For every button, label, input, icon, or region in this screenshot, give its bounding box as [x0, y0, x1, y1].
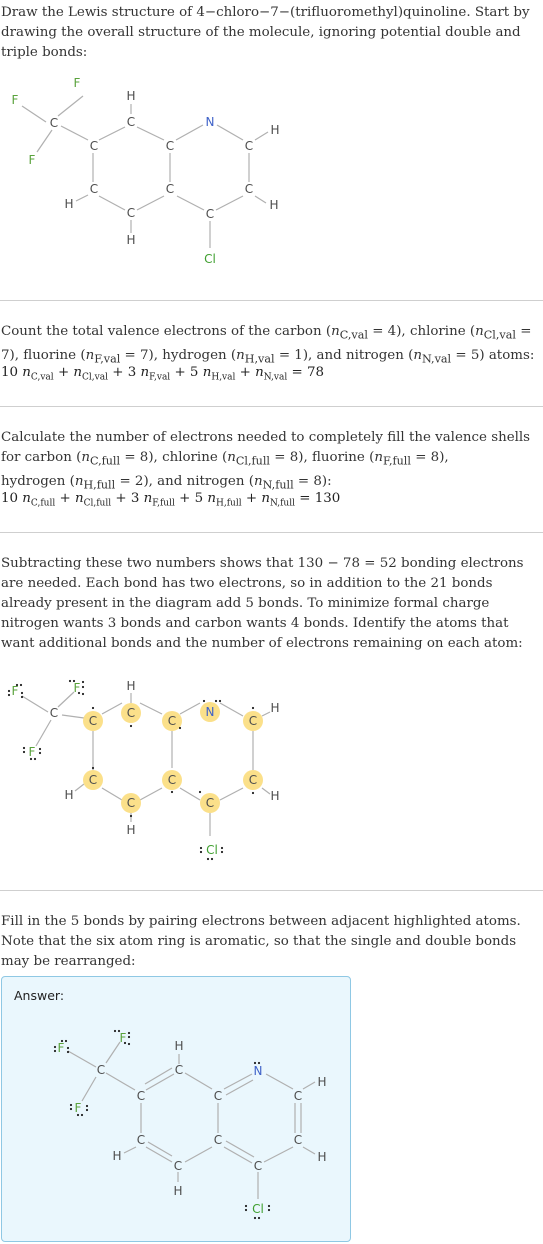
atom-c: C: [174, 1063, 184, 1077]
atom-c: C: [136, 1133, 146, 1147]
atom-c: C: [96, 1063, 106, 1077]
atom-f: F: [11, 93, 19, 107]
atom-c: C: [165, 139, 175, 153]
atom-h: H: [270, 789, 280, 803]
divider: [0, 406, 543, 407]
atom-c: C: [167, 714, 177, 728]
atom-f: F: [28, 153, 36, 167]
atom-c: C: [173, 1159, 183, 1173]
atom-n: N: [253, 1064, 263, 1078]
atom-c: C: [136, 1089, 146, 1103]
valence-equation: 10 $n_{C,val} + n_{Cl,val} + 3$ $n_{F,val} + 5$ $n_{H,val} + n_{N,val} = 78$: [1, 365, 325, 383]
atom-h: H: [317, 1150, 327, 1164]
atom-h: H: [126, 823, 136, 837]
atom-c: C: [126, 115, 136, 129]
diagram1-bonds: [22, 96, 268, 248]
atom-c: C: [49, 706, 59, 720]
atom-c: C: [293, 1089, 303, 1103]
atom-h: H: [270, 701, 280, 715]
atom-c: C: [89, 139, 99, 153]
atom-h: H: [317, 1075, 327, 1089]
answer-electron-dots: [54, 1030, 270, 1219]
atom-c: C: [293, 1133, 303, 1147]
atom-c: C: [248, 773, 258, 787]
atom-f: F: [74, 1101, 82, 1115]
divider: [0, 890, 543, 891]
answer-label: Answer:: [14, 988, 65, 1003]
atom-c: C: [126, 206, 136, 220]
atom-c: C: [126, 706, 136, 720]
atom-c: C: [89, 182, 99, 196]
diagram2-bonds: [22, 692, 270, 836]
atom-n: N: [205, 115, 215, 129]
atom-n: N: [205, 705, 215, 719]
atom-h: H: [126, 89, 136, 103]
atom-c: C: [248, 714, 258, 728]
atom-c: C: [205, 796, 215, 810]
atom-h: H: [64, 788, 74, 802]
atom-c: C: [205, 207, 215, 221]
atom-h: H: [173, 1184, 183, 1198]
atom-c: C: [213, 1089, 223, 1103]
full-valence-equation: 10 $n_{C,full} + n_{Cl,full} + 3$ $n_{F,full} + 5$ $n_{H,full} + n_{N,full} = 130$: [1, 491, 341, 509]
atom-h: H: [112, 1149, 122, 1163]
atom-cl: Cl: [206, 843, 218, 857]
atom-cl: Cl: [204, 252, 216, 266]
atom-h: H: [269, 198, 279, 212]
structure-diagram-answer: [2, 977, 350, 1241]
atom-c: C: [88, 773, 98, 787]
atom-f: F: [73, 681, 81, 695]
atom-c: C: [165, 182, 175, 196]
divider: [0, 300, 543, 301]
atom-f: F: [11, 684, 19, 698]
atom-h: H: [64, 197, 74, 211]
subtract-text: Subtracting these two numbers shows that 130 − 78 = 52 bonding electrons are needed. Each bond has two electrons, so in addition to the 21 bonds already present in the diagram add 5 bonds. To minimize formal charge nitrogen wants 3 bonds and carbon wants 4 bonds. Identify the atoms that want additional bonds and the number of electrons remaining on each atom:: [1, 556, 524, 651]
divider: [0, 532, 543, 533]
structure-diagram-highlighted: [0, 660, 543, 880]
atom-c: C: [244, 182, 254, 196]
structure-diagram-skeleton: [0, 0, 543, 280]
atom-f: F: [119, 1031, 127, 1045]
atom-c: C: [167, 773, 177, 787]
atom-c: C: [49, 116, 59, 130]
atom-h: H: [270, 123, 280, 137]
count-valence-text: Count the total valence electrons of the carbon $(n_{C,val} = 4)$, chlorine $(n_{Cl,val} = 7)$, fluorine $(n_{F,val} = 7)$, hydrogen $(n_{H,val} = 1)$, and nitrogen $(n_{N,val} = 5)$ atoms:: [1, 324, 535, 366]
atom-c: C: [244, 139, 254, 153]
atom-h: H: [126, 233, 136, 247]
atom-f: F: [28, 745, 36, 759]
atom-h: H: [174, 1039, 184, 1053]
atom-c: C: [126, 796, 136, 810]
atom-c: C: [88, 714, 98, 728]
atom-h: H: [126, 679, 136, 693]
intro-text: Draw the Lewis structure of 4−chloro−7−(trifluoromethyl)quinoline. Start by drawing the overall structure of the molecule, ignoring potential double and triple bonds:: [1, 5, 530, 60]
full-valence-text: Calculate the number of electrons needed to completely fill the valence shells for carbon $(n_{C,full} = 8)$, chlorine $(n_{Cl,full} = 8)$, fluorine $(n_{F,full} = 8)$, hydrogen $(n_{H,full} = 2)$, and nitrogen $(n_{N,full} = 8)$:: [1, 430, 531, 492]
fill-bonds-text: Fill in the 5 bonds by pairing electrons between adjacent highlighted atoms. Note that the six atom ring is aromatic, so that the single and double bonds may be rearranged:: [1, 914, 521, 969]
atom-c: C: [253, 1159, 263, 1173]
atom-f: F: [57, 1041, 65, 1055]
atom-f: F: [73, 76, 81, 90]
atom-c: C: [213, 1133, 223, 1147]
atom-cl: Cl: [252, 1202, 264, 1216]
answer-box: [1, 976, 351, 1242]
